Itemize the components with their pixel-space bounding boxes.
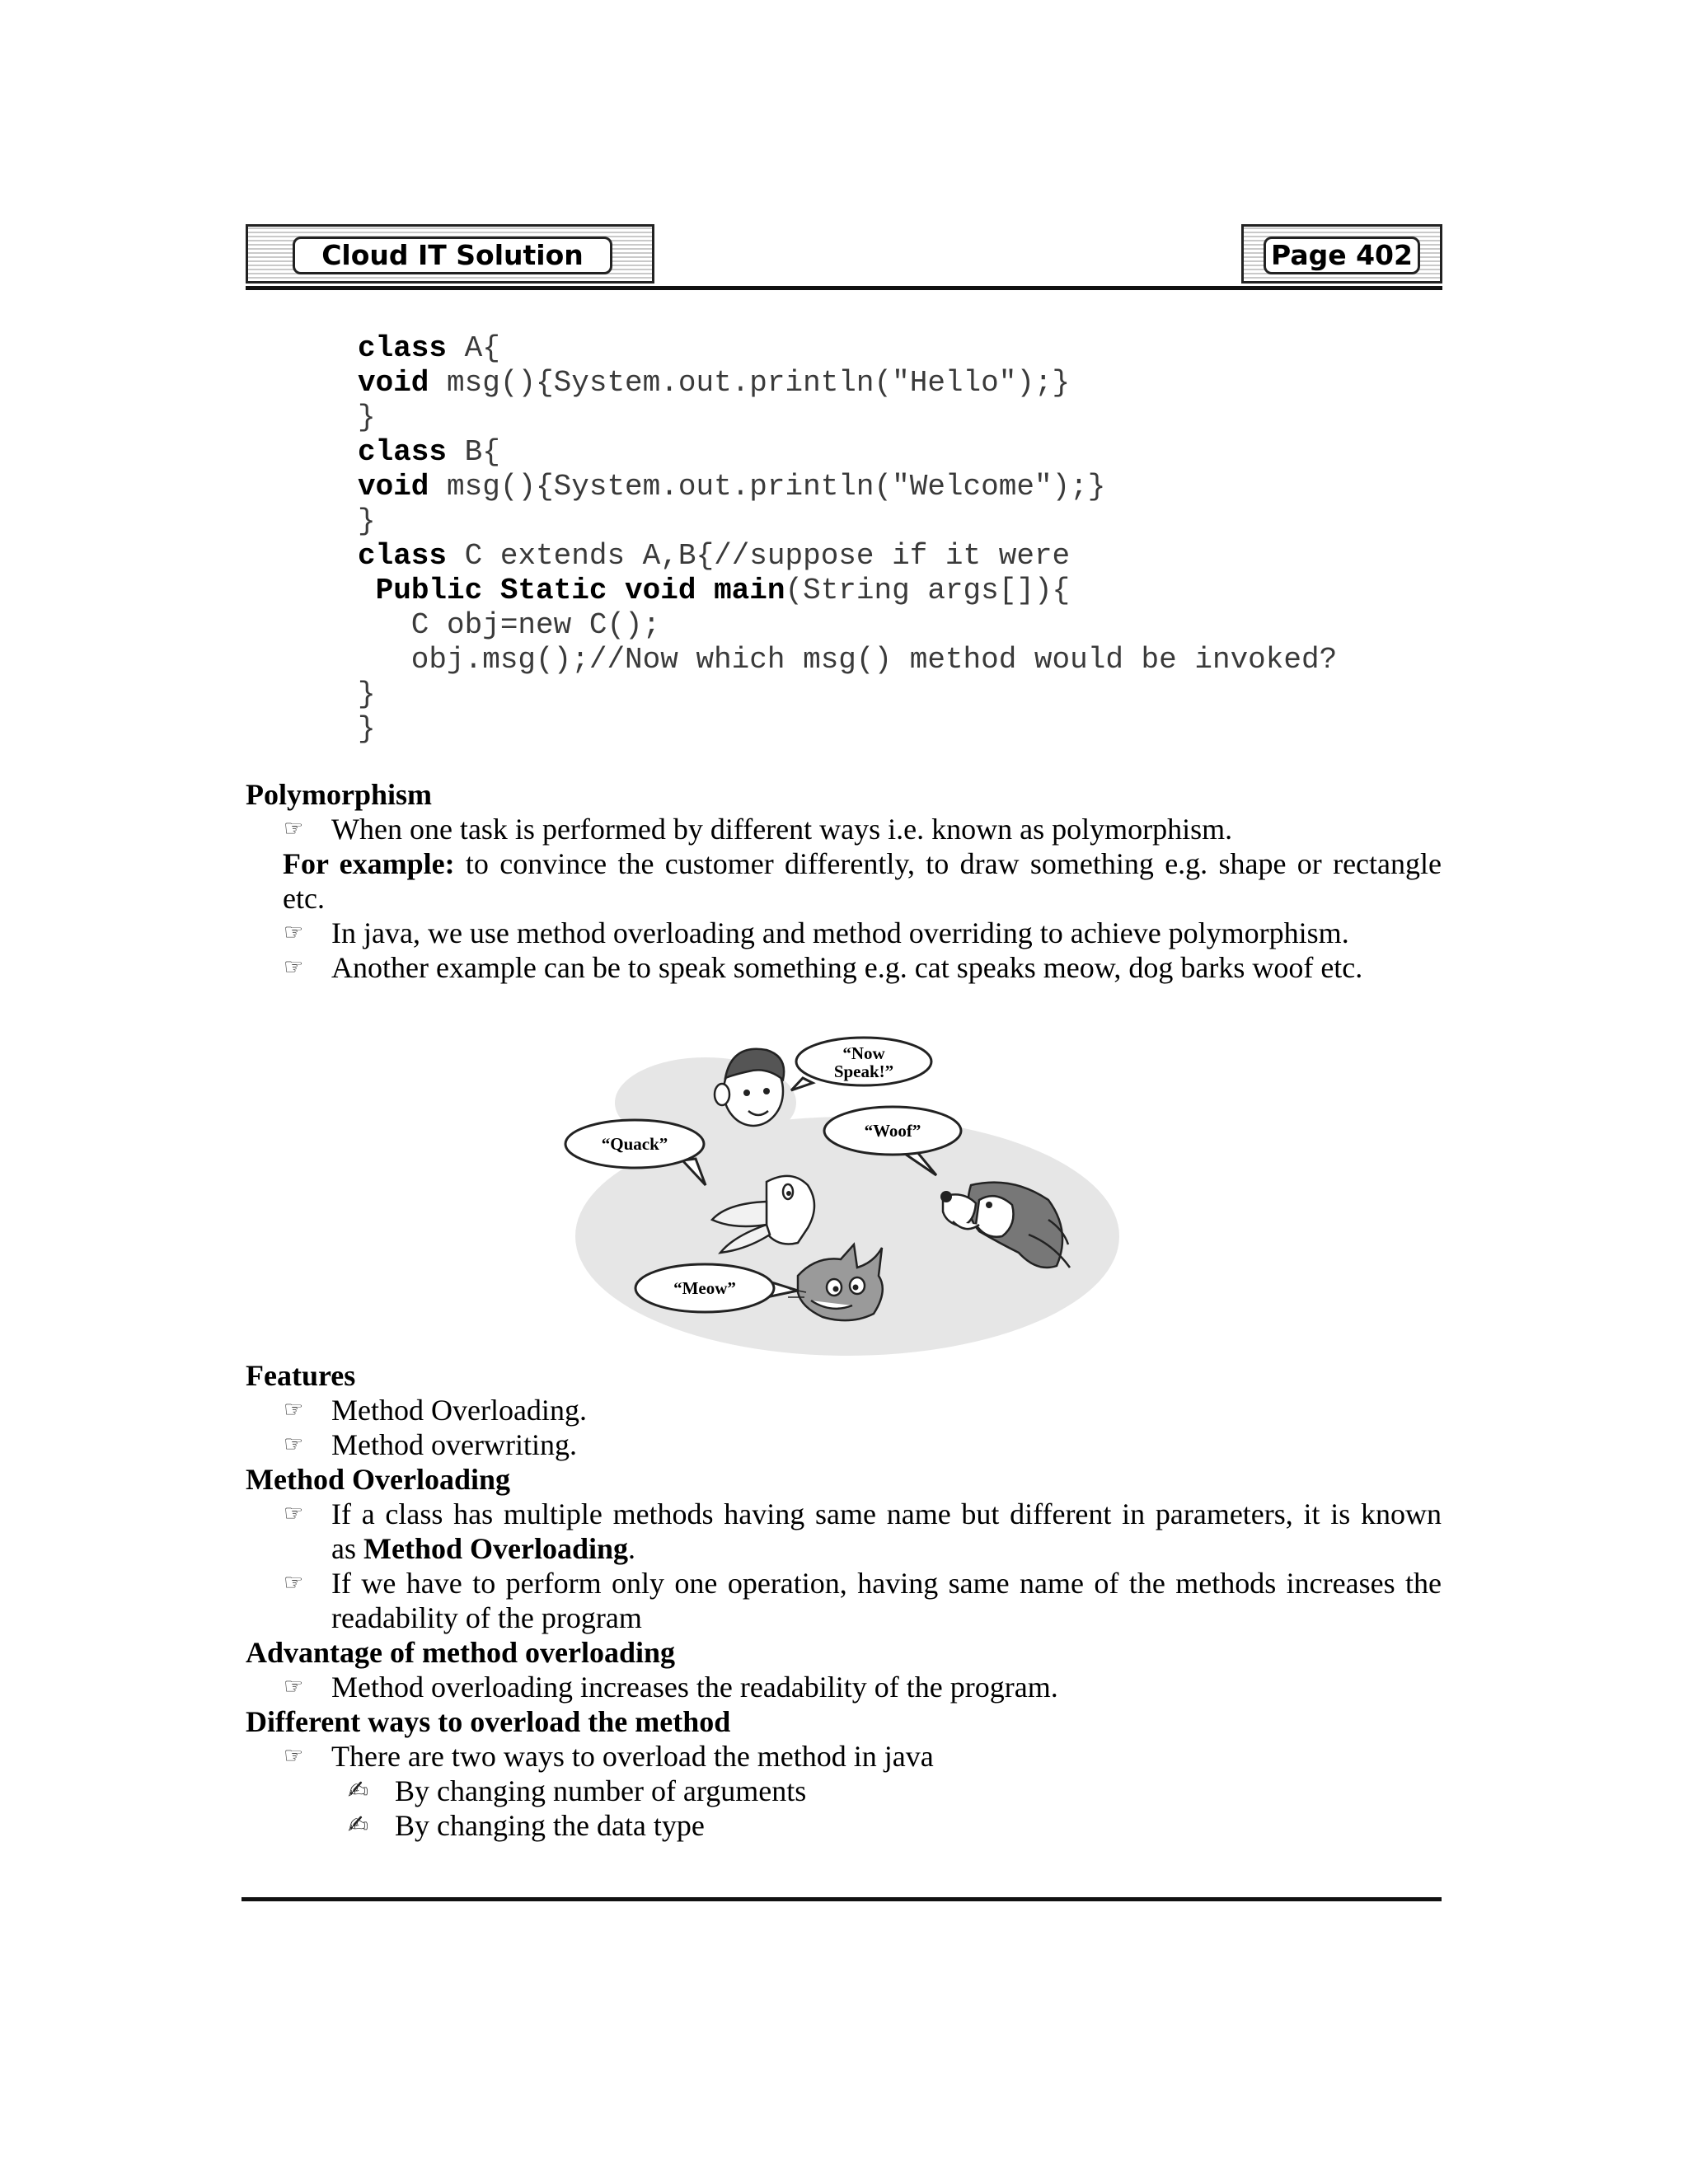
polymorphism-bullet-3: Another example can be to speak something e.g. cat speaks meow, dog barks woof etc. — [331, 951, 1363, 984]
ways-sub-item: By changing number of arguments — [395, 1774, 807, 1807]
code-keyword: Public Static void main — [375, 574, 785, 607]
code-keyword: class — [358, 435, 448, 469]
method-overloading-term: Method Overloading — [363, 1532, 628, 1565]
overloading-bullet-2: If we have to perform only one operation, having same name of the methods increases the — [331, 1567, 1442, 1600]
code-line — [358, 539, 1337, 574]
pointing-hand-icon: ☞ — [284, 920, 304, 945]
code-line — [358, 712, 1337, 747]
header-publisher-box — [246, 224, 654, 284]
code-text: msg(){System.out.println("Hello");} — [429, 366, 1071, 400]
bubble-now-speak — [791, 1038, 931, 1090]
method-overloading-heading: Method Overloading — [246, 1463, 510, 1496]
code-text — [358, 574, 376, 607]
advantage-bullet: Method overloading increases the readability of the program. — [331, 1671, 1058, 1704]
ways-sub-item: By changing the data type — [395, 1809, 705, 1842]
pointing-hand-icon: ☞ — [284, 1501, 304, 1526]
polymorphism-example — [283, 846, 1442, 881]
pointing-hand-icon: ☞ — [284, 1432, 304, 1457]
bubble-woof-text: “Woof” — [864, 1121, 921, 1141]
bubble-now-line2: Speak!” — [833, 1062, 894, 1081]
features-heading: Features — [246, 1359, 356, 1392]
code-line — [358, 470, 1337, 504]
code-line — [358, 608, 1337, 643]
code-keyword: class — [358, 539, 448, 573]
polymorphism-heading: Polymorphism — [246, 778, 433, 811]
code-text: C obj=new C(); — [358, 608, 661, 642]
pointing-hand-icon: ☞ — [284, 1570, 304, 1596]
code-line — [358, 574, 1337, 608]
code-text: B{ — [447, 435, 500, 469]
code-line — [358, 504, 1337, 539]
bubble-meow-text: “Meow” — [673, 1278, 736, 1298]
overloading-bullet-1-continued: as Method Overloading. — [331, 1532, 635, 1565]
code-keyword: void — [358, 366, 429, 400]
polymorphism-bullet-2: In java, we use method overloading and method overriding to achieve polymorphism. — [331, 916, 1349, 949]
overloading-bullet-2-continued: readability of the program — [331, 1601, 642, 1634]
pointing-hand-icon: ☞ — [284, 1397, 304, 1422]
feature-item: Method overwriting. — [331, 1428, 577, 1461]
code-line — [358, 366, 1337, 401]
code-text: } — [358, 401, 376, 434]
code-line — [358, 401, 1337, 435]
code-line — [358, 435, 1337, 470]
code-keyword: class — [358, 331, 448, 365]
bubble-quack-text: “Quack” — [601, 1134, 668, 1154]
pointing-hand-icon: ☞ — [284, 954, 304, 980]
header-rule — [246, 286, 1442, 290]
code-text: } — [358, 712, 376, 746]
advantage-heading: Advantage of method overloading — [246, 1636, 675, 1669]
code-text: } — [358, 504, 376, 538]
pointing-hand-icon: ☞ — [284, 1743, 304, 1769]
example-text-continued: etc. — [283, 882, 325, 915]
pointing-hand-icon: ☞ — [284, 816, 304, 841]
code-text: (String args[]){ — [785, 574, 1071, 607]
example-label: For example: — [283, 847, 455, 880]
code-block — [358, 331, 1337, 747]
example-text: to convince the customer differently, to draw something e.g. shape or rectangle — [454, 847, 1442, 880]
code-text: msg(){System.out.println("Welcome");} — [429, 470, 1106, 504]
pointing-hand-icon: ☞ — [284, 1674, 304, 1699]
footer-rule — [241, 1897, 1442, 1901]
polymorphism-bullet-1: When one task is performed by different ways i.e. known as polymorphism. — [331, 813, 1233, 846]
code-text: } — [358, 677, 376, 711]
feature-item: Method Overloading. — [331, 1394, 587, 1427]
overloading-bullet-1: If a class has multiple methods having same name but different in parameters, it is known — [331, 1497, 1442, 1530]
code-line — [358, 331, 1337, 366]
page-number: Page 402 — [1264, 237, 1420, 274]
ways-bullet: There are two ways to overload the method in java — [331, 1740, 934, 1773]
code-line — [358, 643, 1337, 677]
bubble-now-line1: “Now — [842, 1043, 885, 1063]
writing-hand-icon: ✍ — [348, 1811, 369, 1840]
writing-hand-icon: ✍ — [348, 1776, 369, 1805]
code-line — [358, 677, 1337, 712]
header-page-box — [1241, 224, 1442, 284]
publisher-name: Cloud IT Solution — [293, 237, 612, 274]
code-text: A{ — [447, 331, 500, 365]
polymorphism-illustration — [551, 1029, 1144, 1358]
code-text: C extends A,B{//suppose if it were — [447, 539, 1071, 573]
ways-heading: Different ways to overload the method — [246, 1705, 731, 1738]
code-text: obj.msg();//Now which msg() method would be invoked? — [358, 643, 1338, 677]
code-keyword: void — [358, 470, 429, 504]
